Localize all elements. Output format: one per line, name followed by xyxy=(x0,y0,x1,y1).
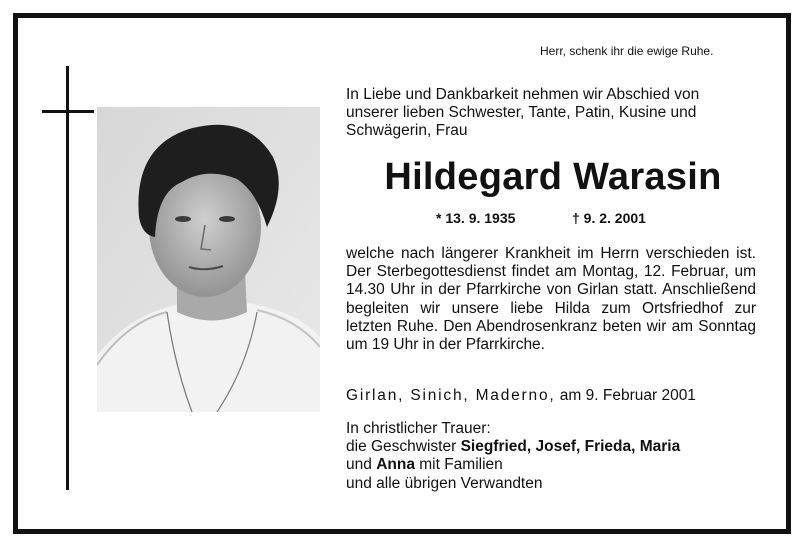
place-date-line xyxy=(346,387,758,405)
mourners-line-3: und alle übrigen Verwandten xyxy=(346,474,543,492)
mourners-block xyxy=(346,420,758,493)
announcement-text: welche nach längerer Krankheit im Herrn verschieden ist. Der Sterbegottesdienst findet am Montag, 12. Februar, um 14.30 Uhr in der Pfarrkirche von Girlan statt. Anschließend begleiten wir unsere liebe Hilda zum Ortsfriedhof zur letzten Ruhe. Den Abendrosenkranz beten wir am Sonntag um 19 Uhr in der Pfarrkirche. xyxy=(346,245,756,354)
mourners-names: Siegfried, Josef, Frieda, Maria xyxy=(460,438,681,456)
mourners-heading: In christlicher Trauer: xyxy=(346,420,491,437)
intro-text: In Liebe und Dankbarkeit nehmen wir Abschied von unserer lieben Schwester, Tante, Patin, Kusine und Schwägerin, Frau xyxy=(346,86,700,139)
birth-date: * 13. 9. 1935 xyxy=(436,210,516,226)
date-line: am 9. Februar 2001 xyxy=(559,387,696,404)
places: Girlan, Sinich, Maderno, xyxy=(346,387,556,404)
mourners-families: mit Familien xyxy=(419,456,503,474)
death-date: † 9. 2. 2001 xyxy=(572,210,646,226)
cross-icon xyxy=(66,66,69,490)
mourners-name-anna: Anna xyxy=(376,456,415,474)
portrait-photo xyxy=(97,107,320,412)
mourners-line-1 xyxy=(346,438,758,456)
mourners-and: und xyxy=(346,456,372,474)
deceased-name: Hildegard Warasin xyxy=(384,156,722,198)
cross-icon-bar xyxy=(42,110,94,113)
mourners-prefix: die Geschwister xyxy=(346,438,457,456)
mourners-line-2 xyxy=(346,456,758,474)
motto-text: Herr, schenk ihr die ewige Ruhe. xyxy=(540,44,714,58)
